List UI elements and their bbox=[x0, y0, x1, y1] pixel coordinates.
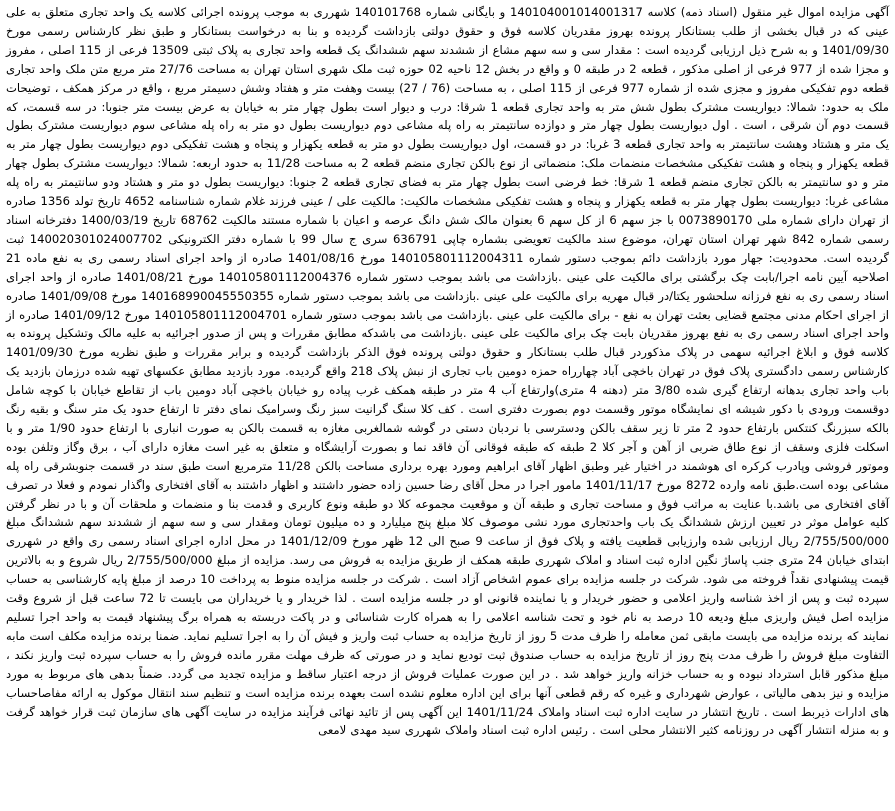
auction-notice-body: آگهی مزایده اموال غیر منقول (اسناد ذمه) کلاسه 140104001014001317 و بایگانی شماره 140101768 شهرری به موجب پرونده اجرائی کلاسه یک واحد تجاری متعلق به علی عینی که در قبال بخشی از طلب بستانکار پرونده بهروز مقدریان کلاسه فوق و حقوق دولتی بازداشت گردیده و بنا به درخواست بستانکار و طبق نظر کارشناس رسمی مورخ 1401/09/30 و به شرح ذیل ارزیابی گردیده است : مقدار سی و سه سهم مشاع از ششدند سهم ششدانگ یک قطعه واحد تجاری به پلاک ثبتی 13509 فرعی از 115 اصلی ، مفروز و مجزا شده از 977 فرعی از اصلی مذکور ، قطعه 2 در طبقه 0 و واقع در بخش 12 ناحیه 02 حوزه ثبت ملک شهری استان تهران به مساحت 27/76 متر مربع متن ملک واحد تجاری قطعه دوم تفکیکی مفروز و مجزی شده از شماره 977 فرعی از 115 اصلی ، به مساحت (76 / 27) بیست وهفت متر و هفتاد وشش دسیمتر مربع ، واقع در مرکز همکف ، توضیحات ملک به حدود: شمالا: دیواریست مشترک بطول شش متر به واحد تجاری قطعه 1 شرقا: درب و دیوار است بطول چهار متر به خیابان به عرض بیست متر جنوبا: در سه قسمت، که قسمت دوم آن شرقی ، است . اول دیواریست بطول چهار متر و دوازده سانتیمتر به راه پله مشاعی دوم دیواریست بطول دو متر به راه پله مشاعی سوم دیواریست مشترک بطول یک متر و هشتاد وهشت سانتیمتر به واحد تجاری قطعه 3 غربا: در دو قسمت، اول دیواریست بطول دو متر به قطعه یکهزار و پنجاه و هشت تفکیکی دوم دیواریست بطول چهار متر به قطعه یکهزار و پنجاه و هشت تفکیکی مشخصات منضمات ملک: منضماتی از نوع بالکن تجاری منضم قطعه 2 به مساحت 11/28 به حدود اربعه: شمالا: دیواریست مشترک بطول چهار متر و دو سانتیمتر به بالکن تجاری منضم قطعه 1 شرقا: خط فرضی است بطول چهار متر به فضای تجاری قطعه 2 جنوبا: دیواریست بطول دو متر و هشتاد ودو سانتیمتر به راه پله مشاعی غربا: دیواریست بطول چهار متر به قطعه یکهزار و پنجاه و هشت تفکیکی مشخصات مالکیت: مالکیت علی / عینی فرزند غلام شماره شناسنامه 4652 تاریخ تولد 1356 صادره از تهران دارای شماره ملی 0073890170 با جز سهم 6 از کل سهم 6 بعنوان مالک شش دانگ عرصه و اعیان با شماره مستند مالکیت 68762 تاریخ 1400/03/19 دفترخانه اسناد رسمی شماره 842 شهر تهران استان تهران، موضوع سند مالکیت تعویضی بشماره چاپی 636791 سری ج سال 99 با شماره دفتر الکترونیکی 140020301024007702 ثبت گردیده است. محدودیت: جهار مورد بازداشت دائم بموجب دستور شماره 140105801112004311 مورخ 1401/08/16 صادره از واحد اجرای اسناد رسمی ری به نفع ماده 21 اصلاحیه آیین نامه اجرا/بابت چک برگشتی برای مالکیت علی عینی .بازداشت می باشد بموجب دستور شماره 140105801112004376 مورخ 1401/08/21 صادره از واحد اجرای اسناد رسمی ری به نفع فرزانه سلحشور یکتا/در قبال مهریه برای مالکیت علی عینی .بازداشت می باشد بموجب دستور شماره 140168990045550355 مورخ 1401/09/08 صادره از اجرای احکام مدنی مجتمع قضایی بعثت تهران به نفع - برای مالکیت علی عینی .بازداشت می باشد بموجب دستور شماره 140105801112004701 مورخ 1401/09/12 صادره از واحد اجرای اسناد رسمی ری به نفع بهروز مقدریان بابت چک برای مالکیت علی عینی .بازداشت می باشدکه مطابق مقررات و پس از صدور اجرائیه به علیه مالک وتشکیل پرونده به کلاسه فوق و ابلاغ اجرائیه سهمی در پلاک مذکوردر قبال طلب بستانکار و حقوق دولتی پرونده فوق الذکر بازداشت گردیده و برابر مقررات و طبق نظریه مورخ 1401/09/30 کارشناس رسمی دادگستری پلاک فوق در تهران باخچی آباد چهارراه حمزه دومین باب تجاری از نبش پلاک 218 واقع گردیده. مورد بازدید مطابق عکسهای تهیه شده درزمان بازدید یک باب واحد تجاری بدهانه ارتفاع گیری شده 3/80 متر (دهنه 4 متری)وارتفاع آب 4 متر در طبقه همکف غرب پیاده رو خیابان باخچی آباد دومین باب از تقاطع خیابان با کوچه شامل دوقسمت ورودی با دکور شیشه ای نمایشگاه موتور وقسمت دوم بصورت دفتری است . کف کلا سنگ گرانیت سبز رنگ وسرامیک نمای دفتر تا ارتفاع حدود یک متر سنگ و بقیه رنگ بالکه سبزرنگ کنتکس بارتفاع حدود 2 متر تا زیر سقف بالکن ودسترسی با نردبان دستی در گوشه شمالغربی مغازه به قسمت بالکن به صورت انباری با ارتفاع حدود 1/90 متر و با اسکلت فلزی وسقف از نوع طاق ضربی از آهن و آجر کلا 2 طبقه که طبقه فوقانی آن فاقد نما و بصورت آرایشگاه و متعلق به غیر است مغازه دارای آب ، برق وگاز وتلفن بوده وموتور فروشی وپادرب کرکره ای هوشمند در اختیار غیر وطبق اظهار آقای ابراهیم ومورد بهره برداری مساحت بالکن 11/28 مترمربع است طبق سند در قسمت جنوبشرقی راه پله مشاعی بوده است.طبق نامه وارده 8272 مورخ 1401/11/17 مامور اجرا در محل آقای رضا حسین زاده حضور داشتند و اظهار داشتند به آقای افتخاری واگذار نمودم و فعلا در تصرف آقای افتخاری می باشد.با عنایت به مراتب فوق و مساحت تجاری و طبقه آن و موقعیت مجموعه کلا دو طبقه ونوع کاربری و قدمت بنا و منضمات و ملحقات آن و با در نظر گرفتن کلیه عوامل موثر در تعیین ارزش ششدانگ یک باب واحدتجاری مورد نشی موصوف کلا مبلغ پنج میلیارد و ده میلیون تومان ومقدار سی و سه سهم از ششدند سهم ششدانگ مبلغ 2/755/500/000 ریال ارزیابی شده وارزیابی قطعیت یافته و پلاک فوق از ساعت 9 صبح الی 12 ظهر مورخ 1401/12/09 در محل اداره اجرای اسناد رسمی ری واقع در شهرری ابتدای خیابان 24 متری جنب پاساژ نگین اداره ثبت اسناد و املاک شهرری طبقه همکف از طریق مزایده به فروش می رسد. مزایده از مبلغ 2/755/500/000 ریال شروع و به بالاترین قیمت پیشنهادی نقداً فروخته می شود. شرکت در جلسه مزایده برای عموم اشخاص آزاد است . شرکت در جلسه مزایده منوط به پرداخت 10 درصد از مبلغ پایه کارشناسی به حساب سپرده ثبت و پس از اخذ شناسه واریز اعلامی و حضور خریدار و یا نماینده قانونی او در جلسه مزایده است . لذا خریدار و یا خریداران می بایست تا 72 ساعت قبل از شروع وقت مزایده اصل فیش واریزی مبلغ ودیعه 10 درصد به نام خود و تحت شناسه اعلامی را به همراه کارت شناسائی و در پاکت دربسته به همراه برگ پیشنهاد قیمت به واحد اجرا تسلیم نمایند که برنده مزایده می بایست مابقی ثمن معامله را ظرف مدت 5 روز از تاریخ مزایده به حساب ثبت واریز و فیش آن را به اجرا تسلیم نماید. ضمنا برنده مزایده مکلف است مابه التفاوت مبلغ فروش را ظرف مدت پنج روز از تاریخ مزایده به حساب صندوق ثبت تودیع نماید و در صورتی که ظرف مهلت مقرر مانده فروش را به حساب سپرده ثبت واریز نکند ، مبلغ مذکور قابل استرداد نبوده و به حساب خزانه واریز خواهد شد . در این صورت عملیات فروش از درجه اعتبار ساقط و مزایده تجدید می گردد. ضمناً بدهی های مربوط به مورد مزایده و نیز بدهی مالیاتی ، عوارض شهرداری و غیره که رقم قطعی آنها برای این اداره معلوم نشده است بعهده برنده مزایده است و تنظیم سند انتقال موکول به ارائه مفاصاحساب های ادارات ذیربط است . تاریخ انتشار در سایت اداره ثبت اسناد واملاک 1401/11/24 این آگهی پس از تائید نهائی فرآیند مزایده در سایت آگهی های سازمان ثبت قرار خواهد گرفت و به منزله انتشار آگهی در روزنامه کثیر الانتشار محلی است . رئیس اداره ثبت اسناد واملاک شهرری سید مهدی لامعی bbox=[6, 5, 890, 738]
